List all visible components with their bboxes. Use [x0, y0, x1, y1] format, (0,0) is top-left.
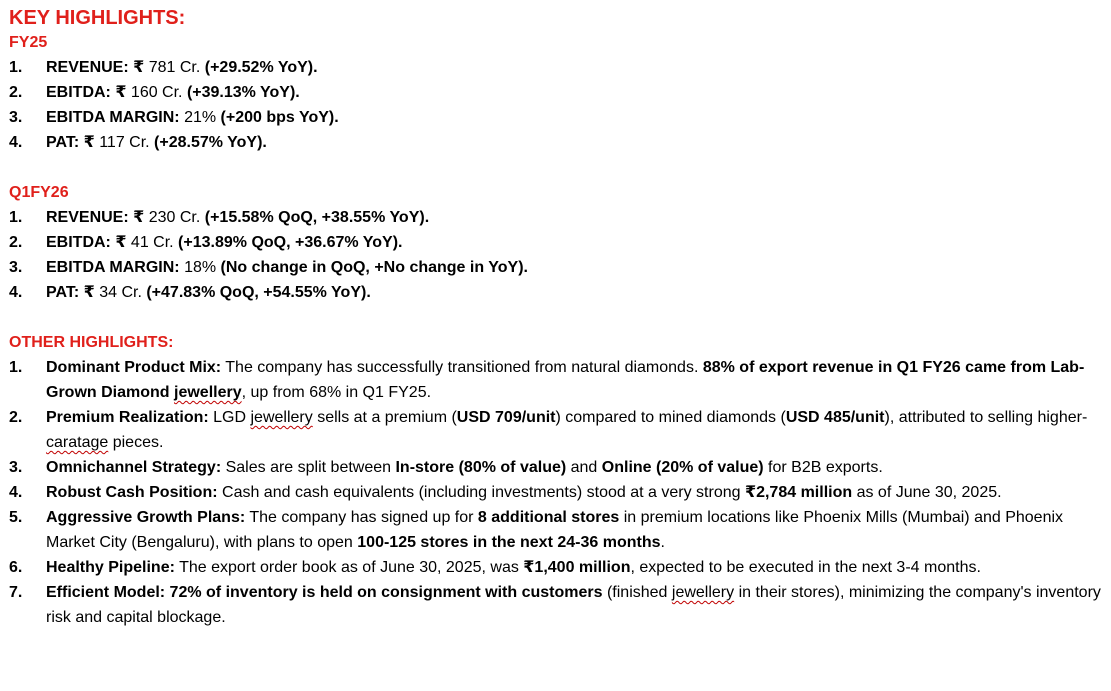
q1fy26-item-pat	[9, 280, 1107, 305]
list-number: 2.	[9, 409, 23, 426]
metric-label: EBITDA MARGIN:	[46, 259, 180, 276]
q1fy26-item-revenue	[9, 205, 1107, 230]
item-text: ), attributed to selling higher-	[884, 409, 1088, 426]
item-bold-text: USD 709/unit	[456, 409, 556, 426]
other-item-efficient-model	[9, 580, 1107, 630]
item-text: LGD	[208, 409, 251, 426]
metric-change: (+15.58% QoQ, +38.55% YoY).	[200, 209, 430, 226]
list-number: 2.	[9, 234, 23, 251]
item-text: as of June 30, 2025.	[852, 484, 1002, 501]
metric-value: 41 Cr.	[126, 234, 174, 251]
item-text: Sales are split between	[221, 459, 396, 476]
list-number: 5.	[9, 509, 23, 526]
list-number: 1.	[9, 59, 23, 76]
list-number: 4.	[9, 134, 23, 151]
metric-change: (+28.57% YoY).	[149, 134, 267, 151]
item-text: The company has signed up for	[245, 509, 478, 526]
item-title: Efficient Model:	[46, 584, 166, 601]
item-bold-text: 8 additional stores	[477, 509, 620, 526]
metric-value: 117 Cr.	[94, 134, 150, 151]
item-title: Healthy Pipeline:	[46, 559, 175, 576]
list-number: 3.	[9, 459, 23, 476]
metric-value: 160 Cr.	[126, 84, 183, 101]
item-text: in premium locations like Phoenix Mills (Mumbai) and Phoenix Market City (Bengaluru), with plans to open	[46, 509, 1064, 551]
item-title: Aggressive Growth Plans:	[46, 509, 246, 526]
fy25-heading: FY25	[9, 34, 48, 51]
item-title: Robust Cash Position:	[46, 484, 218, 501]
metric-label: REVENUE: ₹	[46, 59, 145, 76]
item-text: , up from 68% in Q1 FY25.	[241, 384, 432, 401]
spellcheck-word: jewellery	[250, 409, 313, 426]
item-bold-text: ₹2,784 million	[744, 484, 853, 501]
other-item-growth-plans	[9, 505, 1107, 555]
item-text: in their stores), minimizing the company's inventory risk and capital blockage.	[46, 584, 1101, 626]
list-number: 3.	[9, 259, 23, 276]
item-text: sells at a premium (	[312, 409, 457, 426]
other-highlights-heading: OTHER HIGHLIGHTS:	[9, 334, 174, 351]
other-item-product-mix	[9, 355, 1107, 405]
list-number: 2.	[9, 84, 23, 101]
item-bold-text: USD 485/unit	[785, 409, 885, 426]
metric-label: EBITDA MARGIN:	[46, 109, 180, 126]
q1fy26-item-ebitda	[9, 230, 1107, 255]
list-number: 1.	[9, 359, 23, 376]
fy25-item-ebitda-margin	[9, 105, 1107, 130]
metric-value: 34 Cr.	[94, 284, 142, 301]
metric-value: 21%	[179, 109, 217, 126]
item-bold-text: 72% of inventory is held on consignment with customers	[165, 584, 603, 601]
item-text: The export order book as of June 30, 2025, was	[174, 559, 524, 576]
other-item-omnichannel	[9, 455, 1107, 480]
other-item-premium-realization	[9, 405, 1107, 455]
metric-change: (+29.52% YoY).	[200, 59, 318, 76]
spellcheck-word: jewellery	[671, 584, 735, 601]
item-text: .	[660, 534, 665, 551]
list-number: 4.	[9, 484, 23, 501]
list-number: 6.	[9, 559, 23, 576]
metric-value: 781 Cr.	[144, 59, 201, 76]
spellcheck-word: caratage	[46, 434, 109, 451]
item-text: The company has successfully transitioned from natural diamonds.	[221, 359, 703, 376]
item-text: (finished	[602, 584, 672, 601]
item-text: pieces.	[108, 434, 164, 451]
item-bold-text: ₹1,400 million	[523, 559, 631, 576]
list-number: 4.	[9, 284, 23, 301]
item-text: Cash and cash equivalents (including investments) stood at a very strong	[217, 484, 745, 501]
q1fy26-item-ebitda-margin	[9, 255, 1107, 280]
item-bold-text: In-store (80% of value)	[395, 459, 567, 476]
spellcheck-word: jewellery	[174, 384, 242, 401]
item-title: Omnichannel Strategy:	[46, 459, 222, 476]
item-text: , expected to be executed in the next 3-4 months.	[630, 559, 981, 576]
item-title: Dominant Product Mix:	[46, 359, 222, 376]
list-number: 1.	[9, 209, 23, 226]
list-number: 3.	[9, 109, 23, 126]
item-bold-text: Online (20% of value)	[601, 459, 764, 476]
item-text: ) compared to mined diamonds (	[555, 409, 786, 426]
item-bold-text: 88% of export revenue in Q1 FY26 came from Lab-Grown Diamond	[46, 359, 1085, 401]
metric-value: 230 Cr.	[144, 209, 201, 226]
item-bold-text: 100-125 stores in the next 24-36 months	[357, 534, 661, 551]
fy25-item-pat	[9, 130, 1107, 155]
item-text: for B2B exports.	[763, 459, 883, 476]
fy25-item-revenue	[9, 55, 1107, 80]
list-number: 7.	[9, 584, 23, 601]
key-highlights-title: KEY HIGHLIGHTS:	[9, 7, 186, 29]
metric-label: REVENUE: ₹	[46, 209, 145, 226]
metric-label: EBITDA: ₹	[46, 84, 127, 101]
metric-change: (+13.89% QoQ, +36.67% YoY).	[173, 234, 403, 251]
other-item-cash-position	[9, 480, 1107, 505]
document-page	[9, 6, 1107, 630]
metric-label: PAT: ₹	[46, 134, 95, 151]
metric-label: PAT: ₹	[46, 284, 95, 301]
metric-change: (+47.83% QoQ, +54.55% YoY).	[141, 284, 371, 301]
other-item-pipeline	[9, 555, 1107, 580]
metric-change: (No change in QoQ, +No change in YoY).	[216, 259, 528, 276]
item-text: and	[566, 459, 602, 476]
q1fy26-heading: Q1FY26	[9, 184, 69, 201]
metric-change: (+39.13% YoY).	[182, 84, 300, 101]
metric-change: (+200 bps YoY).	[216, 109, 339, 126]
fy25-item-ebitda	[9, 80, 1107, 105]
item-title: Premium Realization:	[46, 409, 209, 426]
metric-label: EBITDA: ₹	[46, 234, 127, 251]
metric-value: 18%	[179, 259, 217, 276]
